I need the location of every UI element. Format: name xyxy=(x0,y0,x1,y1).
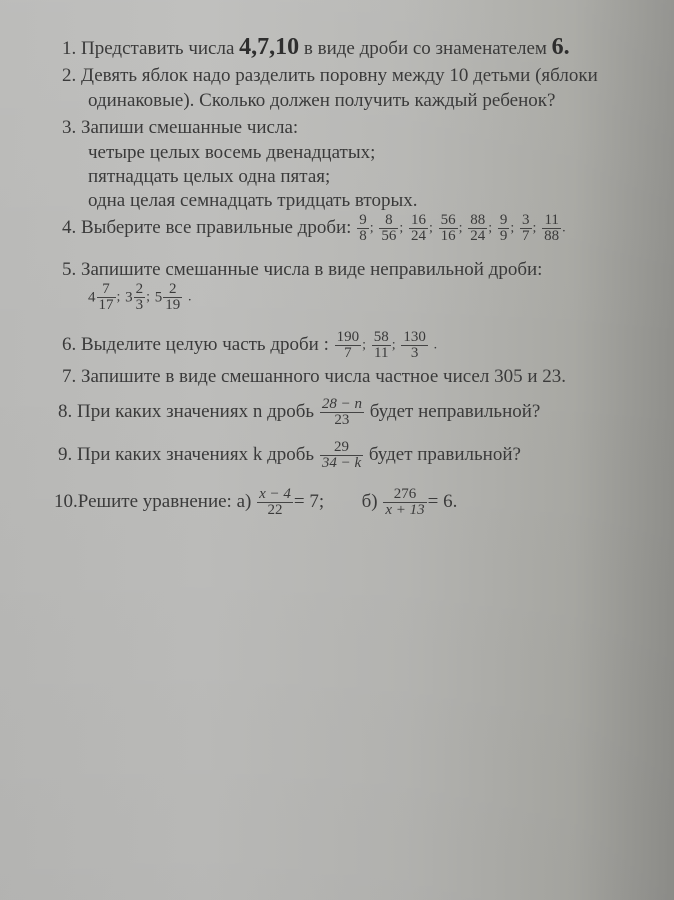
task-text: пятнадцать целых одна пятая; xyxy=(88,166,331,187)
equation-b-fraction: $\frac{276}{x + 13}$ xyxy=(385,486,425,518)
equation-b-rhs: = 6. xyxy=(427,490,458,512)
fraction: $\frac{7}{17}$ xyxy=(98,281,114,313)
task-3 xyxy=(62,117,298,139)
task-number: 4. xyxy=(62,216,77,238)
fraction: $\frac{58}{11}$ xyxy=(373,329,389,361)
task-2 xyxy=(62,65,598,87)
task-text: Выделите целую часть дроби : xyxy=(81,333,329,355)
task-3-item xyxy=(88,166,330,188)
fraction: $\frac{56}{16}$ xyxy=(440,212,456,244)
task-2-line-2 xyxy=(88,90,555,112)
task-number: 6. xyxy=(62,333,77,355)
task-3-item xyxy=(88,142,375,164)
task-number: 3. xyxy=(62,117,77,138)
task-3-item xyxy=(88,190,417,212)
fraction: $\frac{2}{3}$ xyxy=(135,281,144,313)
fraction: $\frac{16}{24}$ xyxy=(410,212,426,244)
task-text: Выберите все правильные дроби: xyxy=(81,216,352,238)
task-number: 9. xyxy=(58,443,73,465)
task-6: 6. Выделите целую часть дроби : $\frac{190}{7}$ ; $\frac{58}{11}$ ; $\frac{130}{3}$ . xyxy=(62,329,438,361)
equation-b-label: б) xyxy=(361,490,378,512)
bold-numbers: 4,7,10 xyxy=(239,34,300,60)
bold-denominator: 6. xyxy=(551,34,570,60)
task-text: одна целая семнадцать тридцать вторых. xyxy=(88,190,418,211)
fraction: $\frac{3}{7}$ xyxy=(522,212,530,244)
fraction: $\frac{2}{19}$ xyxy=(165,281,181,313)
task-text: в виде дроби со знаменателем xyxy=(303,38,547,59)
task-7 xyxy=(62,366,566,388)
task-8 xyxy=(58,397,540,428)
task-number: 2. xyxy=(62,65,77,86)
task-text: При каких значениях k дробь xyxy=(77,443,315,465)
task-number: 10. xyxy=(54,490,78,512)
task-text: будет неправильной? xyxy=(369,400,541,422)
task-text: Представить числа xyxy=(81,38,235,59)
task-text: будет правильной? xyxy=(368,443,521,465)
task-text: Запиши смешанные числа: xyxy=(81,117,299,138)
task-text: Решите уравнение: а) xyxy=(77,490,252,512)
task-text: Девять яблок надо разделить поровну между 10 детьми (яблоки xyxy=(81,65,598,86)
task-1 xyxy=(62,36,570,60)
task-text: Запишите смешанные числа в виде неправильной дроби: xyxy=(81,259,543,280)
fraction: $\frac{8}{56}$ xyxy=(381,212,397,244)
fraction: $\frac{130}{3}$ xyxy=(403,329,426,361)
fraction: $\frac{11}{88}$ xyxy=(544,212,560,244)
fraction: $\frac{9}{8}$ xyxy=(359,212,367,244)
task-number: 7. xyxy=(62,366,77,387)
task-number: 5. xyxy=(62,259,77,280)
fraction: $\frac{9}{9}$ xyxy=(499,212,508,244)
task-4: 4. Выберите все правильные дроби: $\frac{9}{8}$ ; $\frac{8}{56}$ ; $\frac{16}{24}$ ; $\frac{56}{16}$ ; $\frac{88}{24}$ ; $\frac{9}{9}$ ; $\frac{3}{7}$ ; $\frac{11}{88}$ . xyxy=(62,212,566,244)
task-number: 1. xyxy=(62,38,77,59)
fraction: $\frac{29}{34 - k}$ xyxy=(321,439,362,471)
task-9 xyxy=(58,440,521,471)
task-text: четыре целых восемь двенадцатых; xyxy=(88,142,376,163)
task-text: одинаковые). Сколько должен получить каждый ребенок? xyxy=(88,90,556,111)
equation-a-rhs: = 7; xyxy=(293,490,325,512)
fraction: $\frac{28 - n}{23}$ xyxy=(321,396,362,428)
task-text: При каких значениях n дробь xyxy=(77,400,315,422)
task-10 xyxy=(54,487,457,518)
fraction: $\frac{190}{7}$ xyxy=(336,329,360,361)
task-5 xyxy=(62,259,542,281)
equation-a-fraction: $\frac{x - 4}{22}$ xyxy=(259,486,291,518)
task-number: 8. xyxy=(58,400,73,422)
task-5-mixed-numbers: 4 $\frac{7}{17}$ ; 3 $\frac{2}{3}$ ; 5 $\frac{2}{19}$ . xyxy=(88,281,192,313)
fraction: $\frac{88}{24}$ xyxy=(470,212,486,244)
task-text: Запишите в виде смешанного числа частное чисел 305 и 23. xyxy=(81,366,566,387)
